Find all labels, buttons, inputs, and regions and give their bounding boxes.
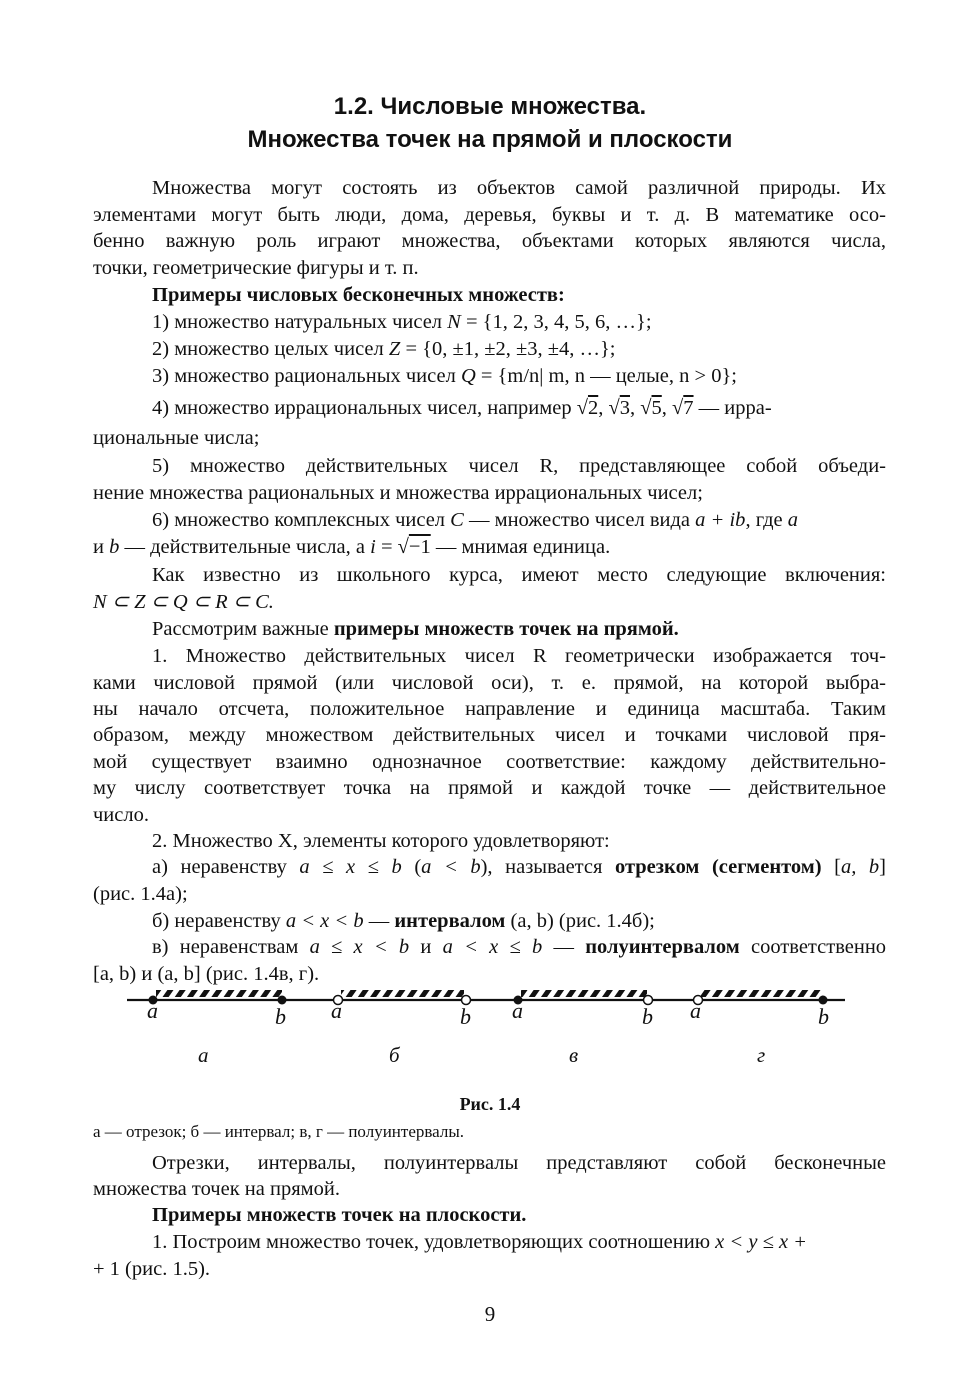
p2-a-line2: (рис. 1.4а); xyxy=(93,883,188,905)
p1-line-1: 1. Множество действительных чисел R геометрически изображается точ- xyxy=(152,645,886,667)
example-real-line1: 5) множество действительных чисел R, представляющее собой объеди- xyxy=(152,455,886,477)
example-complex-line1: 6) множество комплексных чисел C — множество чисел вида a + ib, где a xyxy=(152,509,798,531)
hatch-half-interval-right xyxy=(701,990,823,997)
figure-1-4-number-lines xyxy=(0,985,980,1045)
p1-line-3: ны начало отсчета, положительное направление и единица масштаба. Таким xyxy=(93,698,886,720)
figure-sublabel-g: г xyxy=(757,1043,766,1067)
label-a: a xyxy=(512,998,523,1023)
example-real-line2: нение множества рациональных и множества иррациональных чисел; xyxy=(93,482,703,504)
label-a: a xyxy=(331,998,342,1023)
figure-sublabel-v: в xyxy=(569,1043,579,1067)
figure-caption-title: Рис. 1.4 xyxy=(459,1094,521,1114)
line-examples-heading: Рассмотрим важные примеры множеств точек на прямой. xyxy=(152,618,679,640)
hatch-segment xyxy=(156,990,282,997)
plane-p1-line2: + 1 (рис. 1.5). xyxy=(93,1258,211,1280)
example-integer: 2) множество целых чисел Z = {0, ±1, ±2, ±3, ±4, …}; xyxy=(152,338,616,360)
after-figure-line2: множества точек на прямой. xyxy=(93,1178,340,1200)
intro-line-1: Множества могут состоять из объектов самой различной природы. Их xyxy=(152,177,886,199)
p1-line-4: образом, между множеством действительных чисел и точками числовой пря- xyxy=(93,724,886,746)
label-b: b xyxy=(460,1004,471,1029)
after-figure-line1: Отрезки, интервалы, полуинтервалы представляют собой бесконечные xyxy=(152,1152,886,1174)
example-complex-line2: и b — действительные числа, а i = √−1 — мнимая единица. xyxy=(93,534,886,561)
examples-heading: Примеры числовых бесконечных множеств: xyxy=(152,284,565,306)
inclusion-line1: Как известно из школьного курса, имеют место следующие включения: xyxy=(152,564,886,586)
sqrt-minus-1: √−1 xyxy=(397,536,431,558)
example-irrational-cont: циональные числа; xyxy=(93,427,260,449)
label-b: b xyxy=(275,1004,286,1029)
figure-caption-text: а — отрезок; б — интервал; в, г — полуинтервалы. xyxy=(93,1122,465,1141)
p1-line-6: му числу соответствует точка на прямой и каждой точке — действительное xyxy=(93,777,886,799)
p2-intro: 2. Множество X, элементы которого удовлетворяют: xyxy=(152,830,610,852)
example-natural: 1) множество натуральных чисел N = {1, 2, 3, 4, 5, 6, …}; xyxy=(152,311,652,333)
section-title-line2: Множества точек на прямой и плоскости xyxy=(247,126,733,153)
sqrt-5: √5 xyxy=(640,397,662,419)
p1-line-2: ками числовой прямой (или числовой оси), т. е. прямой, на которой выбра- xyxy=(93,672,886,694)
label-b: b xyxy=(642,1004,653,1029)
label-a: a xyxy=(690,998,701,1023)
p1-line-7: число. xyxy=(93,804,149,826)
sqrt-3: √3 xyxy=(608,397,630,419)
section-title-line1: 1.2. Числовые множества. xyxy=(333,93,647,120)
figure-sublabel-a: а xyxy=(198,1043,209,1067)
p1-line-5: мой существует взаимно однозначное соответствие: каждому действительно- xyxy=(93,751,886,773)
plane-heading: Примеры множеств точек на плоскости. xyxy=(152,1204,527,1226)
page-number: 9 xyxy=(484,1302,496,1326)
p2-c-line2: [a, b) и (a, b] (рис. 1.4в, г). xyxy=(93,963,320,985)
sqrt-7: √7 xyxy=(672,397,694,419)
example-irrational: 4) множество иррациональных чисел, например √2, √3, √5, √7 — ирра- xyxy=(152,395,886,422)
hatch-half-interval-left xyxy=(521,990,647,997)
label-a: a xyxy=(147,998,158,1023)
inclusion-line2: N ⊂ Z ⊂ Q ⊂ R ⊂ C. xyxy=(93,591,274,613)
hatch-interval xyxy=(341,990,464,997)
plane-p1-line1: 1. Построим множество точек, удовлетворяющих соотношению x < y ≤ x + xyxy=(152,1231,807,1253)
figure-sublabel-b: б xyxy=(389,1043,400,1067)
p2-b-line: б) неравенству a < x < b — интервалом (a, b) (рис. 1.4б); xyxy=(152,910,655,932)
intro-line-2: элементами могут быть люди, дома, деревья, буквы и т. д. В математике осо- xyxy=(93,204,886,226)
p2-a-line1: а) неравенству a ≤ x ≤ b (a < b), называется отрезком (сегментом) [a, b] xyxy=(152,856,886,878)
p2-c-line1: в) неравенствам a ≤ x < b и a < x ≤ b — полуинтервалом соответственно xyxy=(152,936,887,958)
example-rational: 3) множество рациональных чисел Q = {m/n| m, n — целые, n > 0}; xyxy=(152,365,737,387)
label-b: b xyxy=(818,1004,829,1029)
intro-line-3: бенно важную роль играют множества, объектами которых являются числа, xyxy=(93,230,886,252)
sqrt-2: √2 xyxy=(576,397,599,419)
intro-line-4: точки, геометрические фигуры и т. п. xyxy=(93,257,419,279)
